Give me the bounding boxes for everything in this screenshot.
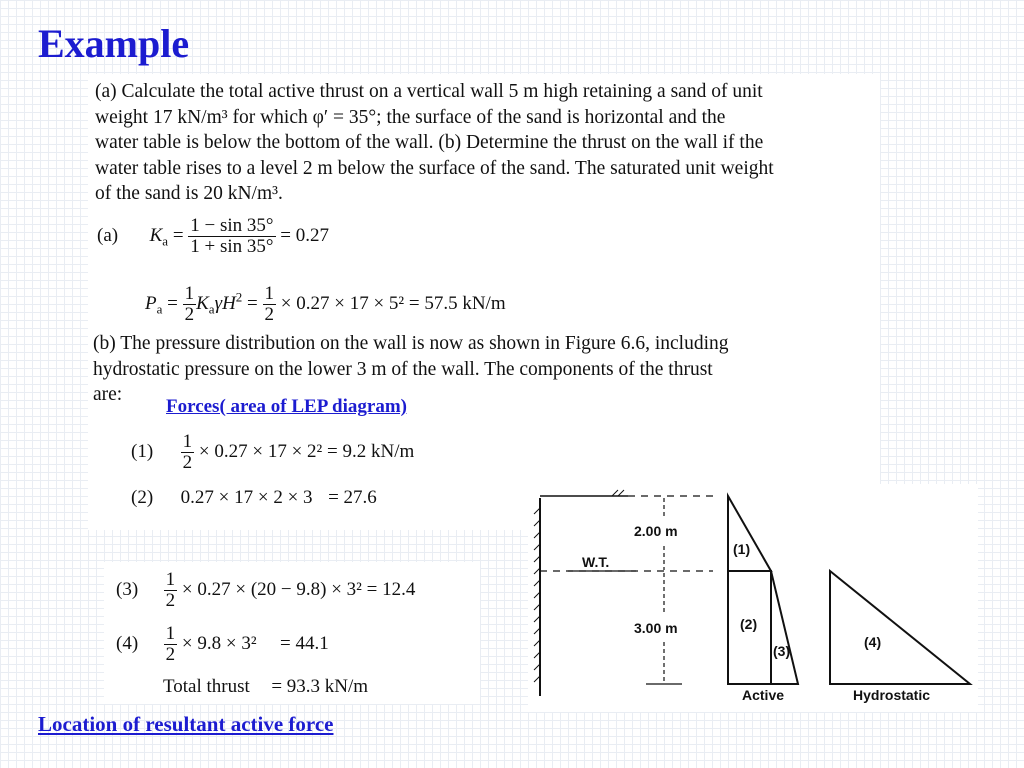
active-caption: Active bbox=[742, 687, 785, 703]
problem-line: water table rises to a level 2 m below the surface of the sand. The saturated unit weight bbox=[95, 157, 774, 179]
area-label-4: (4) bbox=[864, 634, 882, 650]
component-label: (1) bbox=[131, 440, 154, 462]
half-numerator: 1 bbox=[182, 431, 193, 452]
half-numerator: 1 bbox=[165, 623, 176, 644]
area-label-1: (1) bbox=[733, 541, 751, 557]
half-numerator: 1 bbox=[264, 283, 275, 304]
half-fraction bbox=[164, 624, 178, 665]
half-numerator: 1 bbox=[165, 569, 176, 590]
component-value: = 44.1 bbox=[280, 632, 329, 654]
pa-subscript: a bbox=[156, 301, 163, 317]
hydrostatic-caption: Hydrostatic bbox=[853, 687, 931, 703]
location-link[interactable]: Location of resultant active force bbox=[38, 712, 334, 736]
ka-subscript: a bbox=[162, 233, 169, 249]
half-fraction bbox=[263, 284, 277, 325]
area-label-3: (3) bbox=[773, 643, 791, 659]
component-equation bbox=[131, 432, 414, 473]
problem-statement bbox=[95, 79, 873, 207]
pa-equation: $P_a$ = $\frac{1}{2}$ $K_a\gamma H^2$ = $\frac{1}{2}$ × 0.27 × 17 × 5² = 57.5 kN/m bbox=[145, 283, 506, 325]
retaining-wall bbox=[534, 498, 540, 696]
half-denominator: 2 bbox=[165, 644, 176, 665]
ka-numerator: 1 − sin 35° bbox=[190, 215, 274, 236]
total-label: Total thrust bbox=[163, 676, 250, 697]
ka-symbol: K bbox=[149, 224, 163, 246]
part-a-label: (a) bbox=[97, 224, 119, 246]
ka-equation: (a) $K_a$ = $\frac{1 - \sin 35^\circ}{1 + \sin 35^\circ}$ = 0.27 bbox=[97, 215, 329, 257]
half-numerator: 1 bbox=[184, 283, 195, 304]
component-label: (3) bbox=[116, 578, 139, 600]
forces-link[interactable]: Forces( area of LEP diagram) bbox=[166, 396, 407, 417]
component-expression: × 9.8 × 3² bbox=[181, 632, 257, 654]
pa-result: × 0.27 × 17 × 5² = 57.5 kN/m bbox=[280, 292, 506, 314]
problem-line: water table is below the bottom of the wall. (b) Determine the thrust on the wall if the bbox=[95, 132, 764, 153]
total-value: = 93.3 kN/m bbox=[271, 676, 369, 697]
dimension-2m: 2.00 m bbox=[634, 523, 678, 539]
component-expression: × 0.27 × 17 × 2² = bbox=[198, 440, 338, 462]
ka-denominator: 1 + sin 35° bbox=[190, 236, 274, 257]
component-value: 9.2 kN/m bbox=[342, 440, 415, 462]
pressure-distribution-figure bbox=[528, 484, 978, 712]
half-denominator: 2 bbox=[184, 304, 195, 325]
dimension-3m: 3.00 m bbox=[634, 620, 678, 636]
half-fraction bbox=[164, 570, 178, 611]
half-denominator: 2 bbox=[182, 452, 193, 473]
component-equation bbox=[116, 570, 415, 611]
component-equation bbox=[131, 487, 377, 509]
half-fraction bbox=[183, 284, 197, 325]
ka-fraction bbox=[188, 216, 275, 257]
problem-line: (a) Calculate the total active thrust on a vertical wall 5 m high retaining a sand of unit bbox=[95, 81, 763, 102]
component-label: (2) bbox=[131, 487, 154, 508]
component-value: 12.4 bbox=[382, 578, 416, 600]
problem-line: of the sand is 20 kN/m³. bbox=[95, 183, 283, 204]
area-label-2: (2) bbox=[740, 616, 758, 632]
component-expression: 0.27 × 17 × 2 × 3 bbox=[180, 487, 313, 508]
pa-equals: = bbox=[247, 292, 263, 314]
component-value: = 27.6 bbox=[328, 487, 377, 508]
component-label: (4) bbox=[116, 632, 139, 654]
slide-title: Example bbox=[38, 21, 190, 66]
ka-result: = 0.27 bbox=[280, 224, 329, 246]
component-equation bbox=[116, 624, 329, 665]
half-denominator: 2 bbox=[165, 590, 176, 611]
component-expression: × 0.27 × (20 − 9.8) × 3² = bbox=[181, 578, 378, 600]
part-b-line: hydrostatic pressure on the lower 3 m of the wall. The components of the thrust bbox=[93, 358, 713, 380]
ground-surface bbox=[540, 490, 628, 496]
pa-symbol: P bbox=[145, 292, 157, 314]
half-fraction bbox=[181, 432, 195, 473]
part-b-line: are: bbox=[93, 384, 123, 405]
water-table-label: W.T. bbox=[582, 554, 610, 570]
half-denominator: 2 bbox=[264, 304, 275, 325]
total-thrust bbox=[163, 676, 368, 698]
problem-line: weight 17 kN/m³ for which φ′ = 35°; the surface of the sand is horizontal and the bbox=[95, 106, 726, 128]
hydrostatic-diagram bbox=[830, 571, 970, 684]
part-b-line: (b) The pressure distribution on the wall is now as shown in Figure 6.6, including bbox=[93, 333, 729, 354]
